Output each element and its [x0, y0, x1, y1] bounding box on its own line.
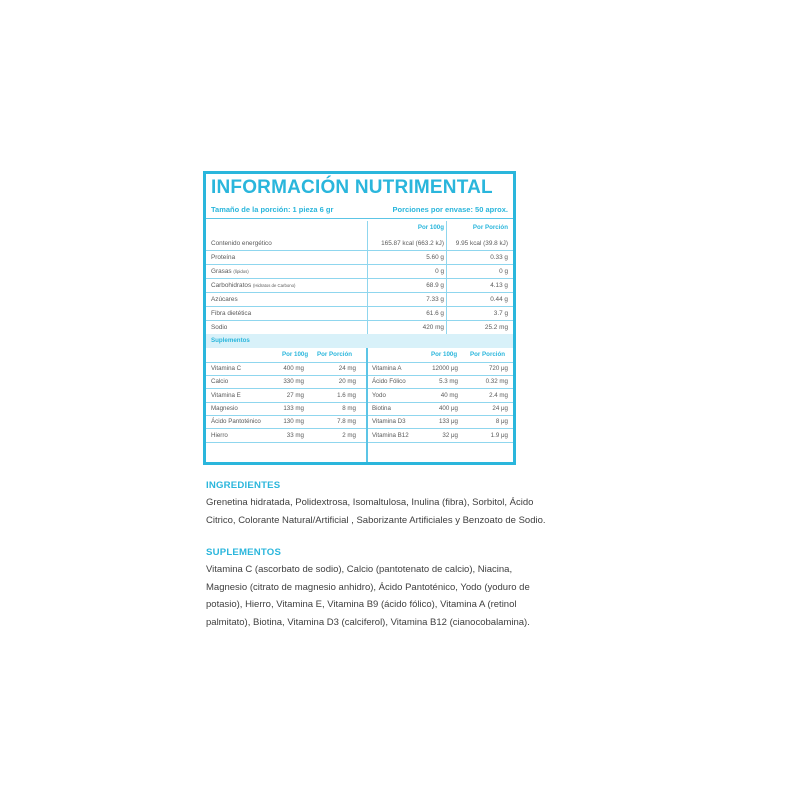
supplement-per-portion: 0.32 mg: [485, 378, 508, 386]
nutrient-per100: 7.33 g: [426, 296, 444, 303]
supplement-per100: 32 μg: [442, 431, 458, 439]
nutrient-per100: 5.60 g: [426, 254, 444, 261]
nutrient-per100: 0 g: [435, 268, 444, 275]
nutrient-row: [206, 279, 513, 293]
supplements-bar: [206, 334, 513, 348]
ingredients-text: [206, 494, 626, 529]
supplement-name: Yodo: [372, 391, 386, 399]
nutrient-per-portion: 4.13 g: [490, 282, 508, 289]
supplements-center-divider: [366, 348, 368, 462]
nutrient-row: [206, 307, 513, 321]
divider: [368, 428, 513, 429]
ingredients-line: Grenetina hidratada, Polidextrosa, Isomaltulosa, Inulina (fibra), Sorbitol, Ácido: [206, 497, 534, 508]
divider: [368, 388, 513, 389]
supplement-per100: 27 mg: [286, 391, 304, 399]
supplement-per-portion: 8 mg: [342, 404, 356, 412]
panel-title: INFORMACIÓN NUTRIMENTAL: [211, 177, 493, 198]
supplement-name: Hierro: [211, 431, 228, 439]
servings-per-container: Porciones por envase: 50 aprox.: [392, 205, 508, 214]
supplement-per100: 400 mg: [283, 365, 304, 372]
nutrient-row: [206, 251, 513, 265]
left-header-per-portion: Por Porción: [317, 351, 353, 358]
nutrient-per100: 420 mg: [422, 324, 444, 331]
header-per100: Por 100g: [417, 224, 444, 231]
supplement-per-portion: 2 mg: [342, 431, 356, 439]
supplement-per100: 133 mg: [283, 404, 304, 412]
nutrient-per-portion: 25.2 mg: [484, 324, 508, 331]
nutrient-name: Azúcares: [211, 296, 238, 303]
supplement-per100: 33 mg: [286, 431, 304, 439]
nutrient-name: Carbohidratos (Hidratos de Carbono): [211, 282, 296, 289]
supplements-line: Magnesio (citrato de magnesio anhidro), Ácido Pantoténico, Yodo (yoduro de: [206, 581, 530, 593]
nutrient-row: [206, 265, 513, 279]
divider: [368, 402, 513, 403]
nutrient-name: Sodio: [211, 324, 228, 331]
left-header-per100: Por 100g: [282, 351, 309, 358]
divider: [368, 415, 513, 416]
supplement-per100: 400 μg: [438, 404, 458, 412]
serving-info: [211, 205, 508, 214]
nutrient-per-portion: 0.33 g: [490, 254, 508, 261]
nutrient-name: Grasas (lípidos): [211, 268, 249, 275]
ingredients-line: Citrico, Colorante Natural/Artificial , Saborizante Artificiales y Benzoato de Sodio.: [206, 514, 546, 526]
supplement-name: Ácido Fólico: [372, 378, 406, 386]
supplement-per-portion: 720 μg: [488, 365, 508, 372]
divider: [206, 218, 513, 219]
supplement-per100: 330 mg: [283, 378, 304, 386]
supplement-per-portion: 24 μg: [492, 404, 508, 412]
supplement-name: Vitamina B12: [372, 431, 409, 439]
nutrient-row: [206, 237, 513, 251]
supplement-per100: 40 mg: [440, 391, 458, 399]
supplements-line: palmitato), Biotina, Vitamina D3 (calciferol), Vitamina B12 (cianocobalamina).: [206, 616, 530, 628]
divider: [206, 362, 366, 363]
nutrient-row: [206, 293, 513, 307]
divider: [206, 415, 366, 416]
supplement-per-portion: 20 mg: [338, 378, 356, 386]
supplement-name: Magnesio: [211, 404, 238, 412]
supplement-name: Biotina: [372, 404, 391, 412]
nutrient-row: [206, 321, 513, 335]
supplement-name: Vitamina D3: [372, 418, 406, 426]
nutrient-name: Fibra dietética: [211, 310, 252, 317]
nutrient-per-portion: 0 g: [499, 268, 508, 275]
nutrient-name: Proteína: [211, 254, 236, 261]
supplement-name: Vitamina E: [211, 391, 241, 399]
divider: [368, 375, 513, 376]
supplement-per-portion: 24 mg: [338, 365, 356, 372]
header-per-portion: Por Porción: [472, 224, 508, 231]
ingredients-title: INGREDIENTES: [206, 480, 281, 491]
supplements-label: Suplementos: [211, 337, 250, 344]
divider: [206, 402, 366, 403]
supplements-title: SUPLEMENTOS: [206, 547, 282, 558]
divider: [206, 388, 366, 389]
supplement-name: Vitamina C: [211, 365, 242, 372]
nutrient-per-portion: 0.44 g: [490, 296, 508, 303]
supplement-per100: 130 mg: [283, 418, 304, 426]
right-header-per-portion: Por Porción: [470, 351, 506, 358]
supplements-text: [206, 561, 626, 631]
supplement-per100: 5.3 mg: [439, 378, 458, 386]
supplement-name: Ácido Pantoténico: [211, 418, 261, 426]
nutrient-per-portion: 3.7 g: [493, 310, 508, 317]
supplement-per-portion: 1.6 mg: [337, 391, 356, 399]
supplement-per-portion: 1.9 μg: [490, 431, 508, 439]
divider: [206, 442, 366, 443]
right-header-per100: Por 100g: [431, 351, 458, 358]
nutrient-per-portion: 9.95 kcal (39.8 kJ): [455, 240, 508, 247]
divider: [206, 375, 366, 376]
nutrition-facts-panel: [203, 171, 516, 465]
supplement-per100: 12000 μg: [432, 365, 458, 372]
supplements-line: potasio), Hierro, Vitamina E, Vitamina B9 (ácido fólico), Vitamina A (retinol: [206, 599, 517, 611]
divider: [368, 442, 513, 443]
nutrient-per100: 68.9 g: [426, 282, 444, 289]
supplement-per-portion: 2.4 mg: [489, 391, 508, 399]
serving-size: Tamaño de la porción: 1 pieza 6 gr: [211, 205, 334, 214]
supplements-line: Vitamina C (ascorbato de sodio), Calcio (pantotenato de calcio), Niacina,: [206, 564, 513, 575]
nutrient-per100: 61.6 g: [426, 310, 444, 317]
divider: [206, 428, 366, 429]
supplement-name: Vitamina A: [372, 365, 402, 372]
supplement-name: Calcio: [211, 378, 229, 386]
nutrient-per100: 165.87 kcal (663.2 kJ): [381, 240, 444, 247]
supplement-per100: 133 μg: [438, 418, 458, 426]
nutrient-name: Contenido energético: [211, 240, 272, 247]
supplement-per-portion: 7.8 mg: [337, 418, 356, 426]
supplement-per-portion: 8 μg: [495, 418, 508, 426]
divider: [368, 362, 513, 363]
